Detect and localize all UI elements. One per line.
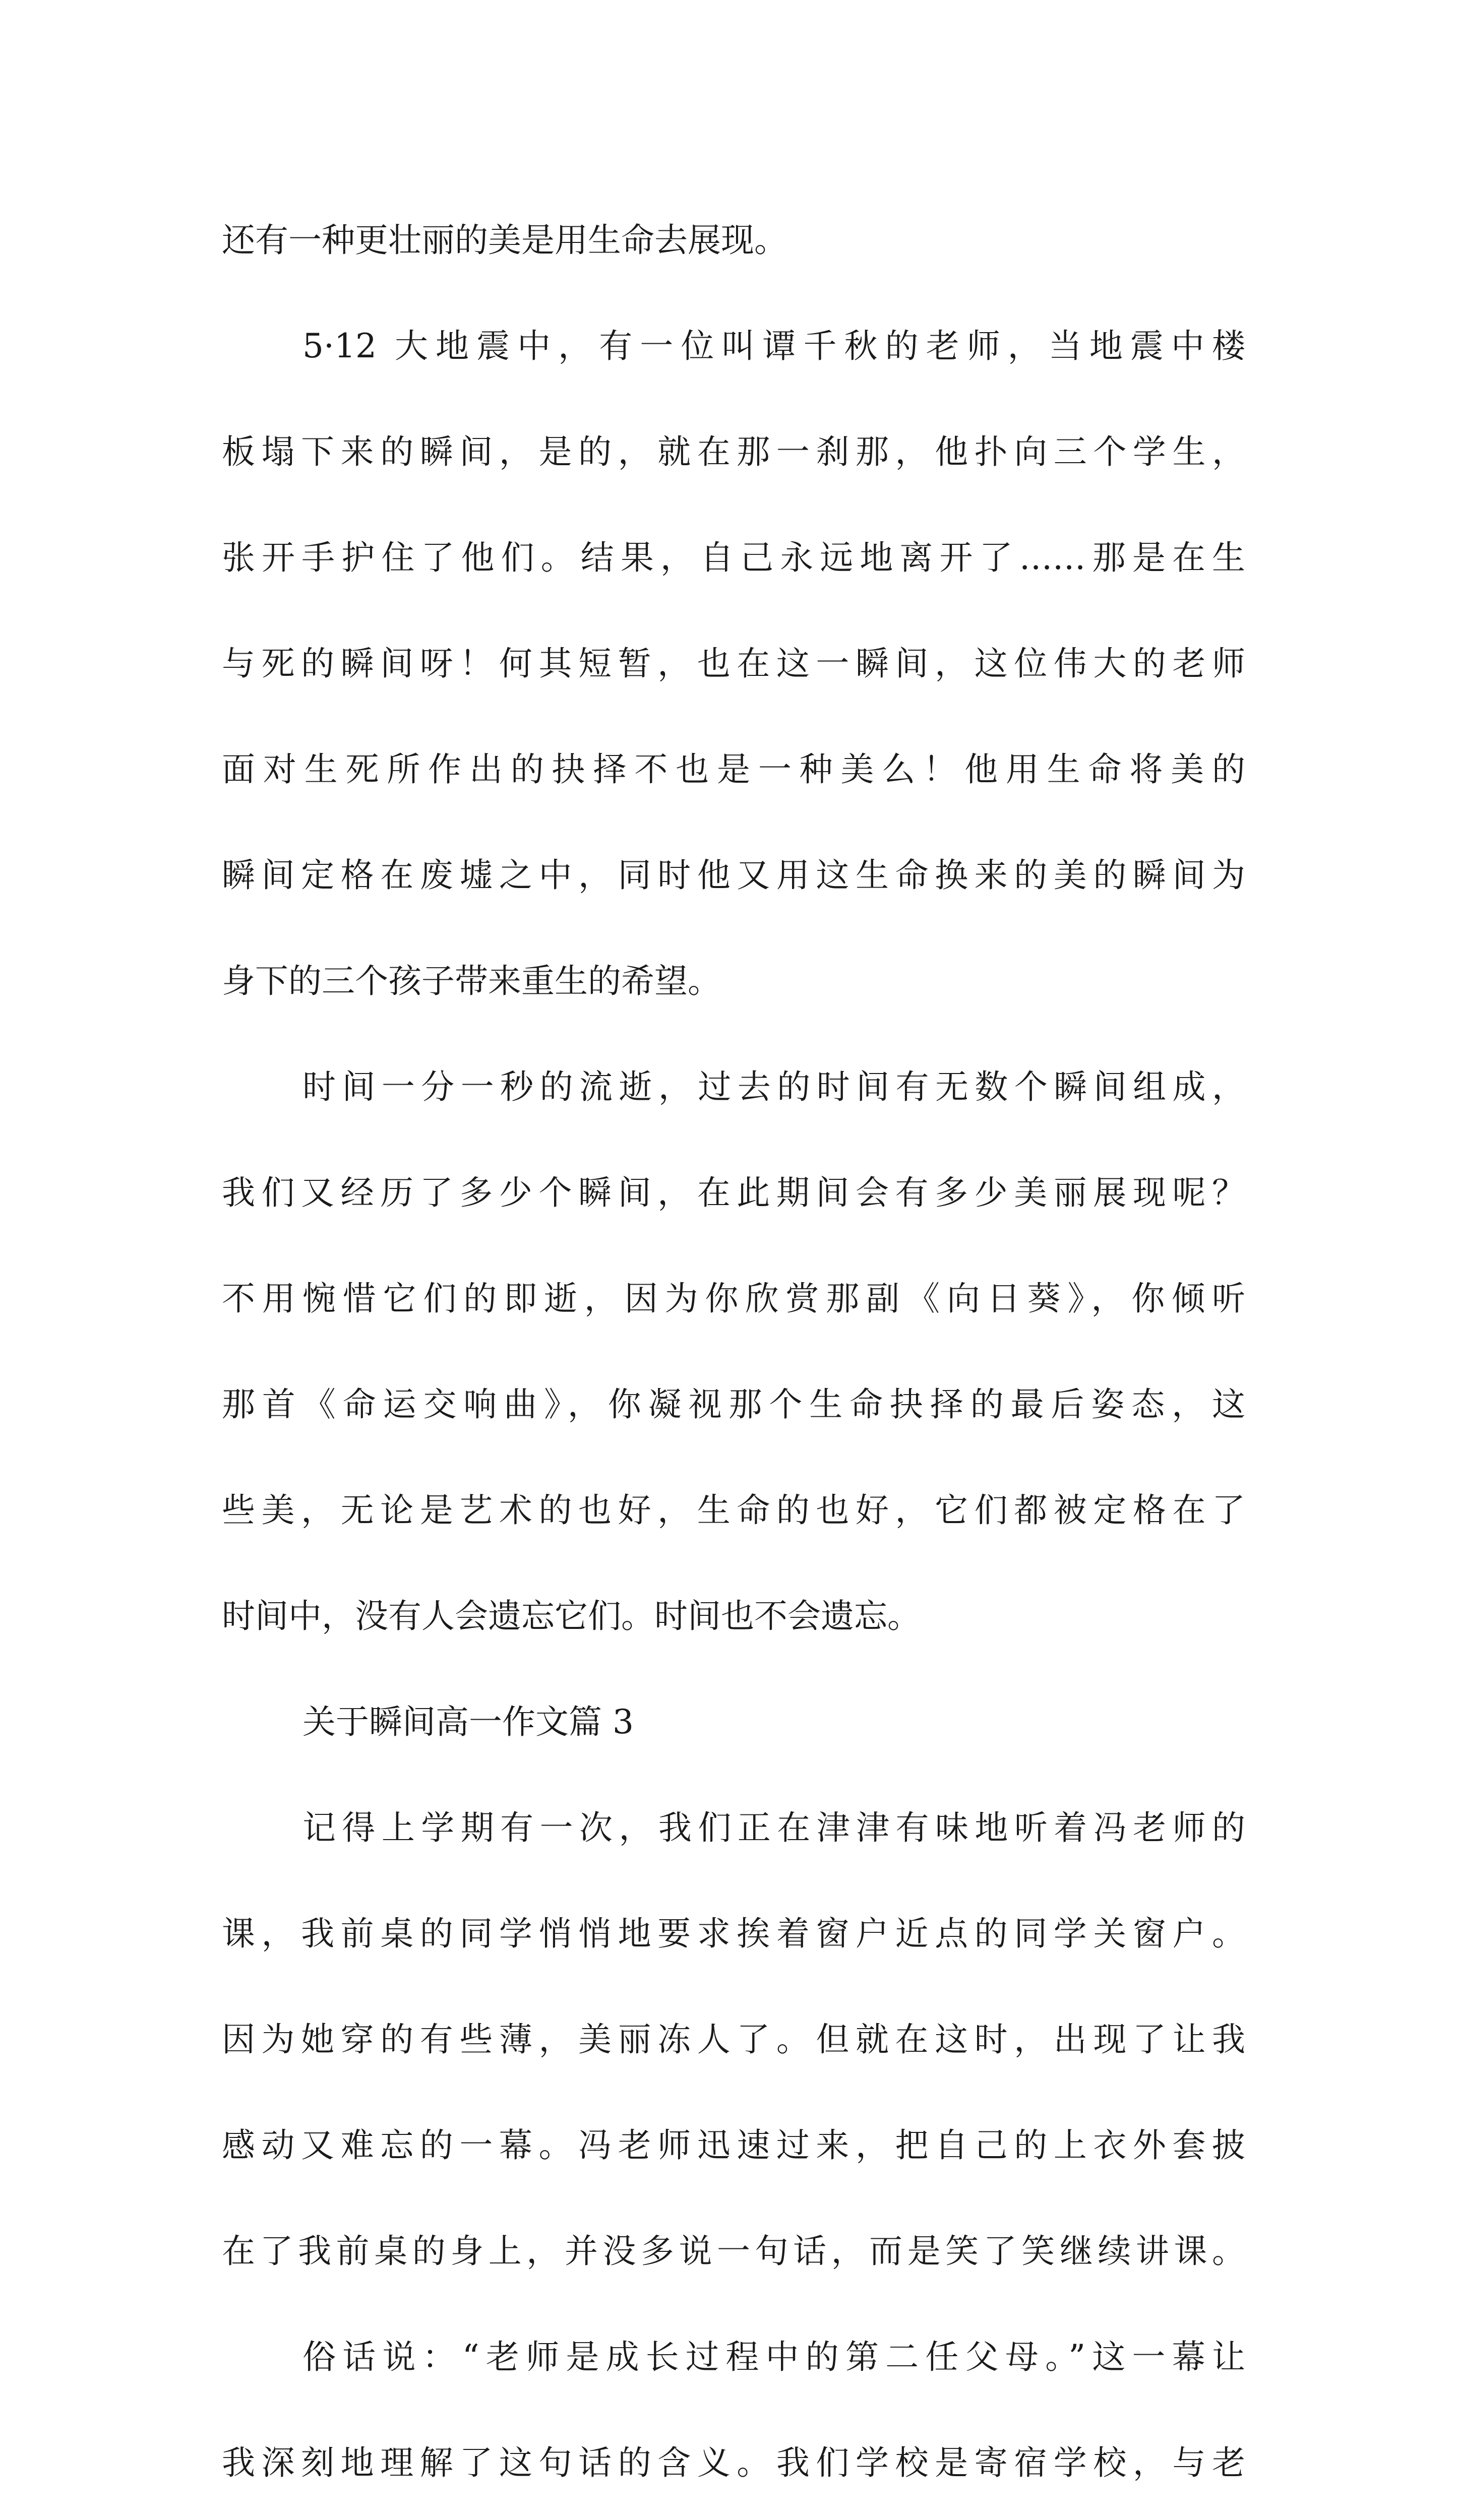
paragraph-line: 我们又经历了多少个瞬间，在此期间会有多少美丽展现呢？ [222, 1173, 1245, 1212]
paragraph-line: 我深刻地理解了这句话的含义。我们学校是寄宿学校，与老 [222, 2443, 1245, 2482]
paragraph-line: 那首《命运交响曲》，你凝视那个生命抉择的最后姿态，这 [222, 1385, 1245, 1424]
paragraph-line: 些美，无论是艺术的也好，生命的也好，它们都被定格在了 [222, 1491, 1245, 1530]
paragraph-line: 面对生死所作出的抉择不也是一种美么！他用生命将美的 [222, 750, 1245, 789]
paragraph-line: 课，我前桌的同学悄悄地要求挨着窗户近点的同学关窗户。 [222, 1914, 1245, 1953]
paragraph-line: 不用惋惜它们的即逝，因为你欣赏那副《向日葵》，你倾听 [222, 1279, 1245, 1318]
paragraph-line: 张开手护住了他们。结果，自己永远地离开了……那是在生 [222, 538, 1245, 577]
essay-body [222, 187, 1245, 2520]
paragraph-line: 时间一分一秒的流逝，过去的时间有无数个瞬间组成， [302, 1067, 1245, 1106]
paragraph-line: 瞬间定格在废墟之中，同时他又用这生命换来的美的瞬间为 [222, 856, 1245, 895]
paragraph-line: 俗话说：“老师是成长过程中的第二任父母。”这一幕让 [302, 2338, 1245, 2376]
paragraph-line: 记得上学期有一次，我们正在津津有味地听着冯老师的 [302, 1808, 1245, 1847]
paragraph-line: 身下的三个孩子带来重生的希望。 [222, 962, 721, 1000]
paragraph-line: 与死的瞬间呀！何其短暂，也在这一瞬间，这位伟大的老师 [222, 644, 1245, 683]
paragraph-line: 因为她穿的有些薄，美丽冻人了。但就在这时，出现了让我 [222, 2020, 1245, 2059]
paragraph-line: 还有一种更壮丽的美是用生命去展现。 [222, 221, 787, 260]
paragraph-line [222, 2516, 1245, 2520]
paragraph-line: 板塌下来的瞬间，是的，就在那一刹那，他扑向三个学生， [222, 432, 1245, 471]
paragraph-line: 感动又难忘的一幕。冯老师迅速过来，把自己的上衣外套披 [222, 2126, 1245, 2165]
section-heading: 关于瞬间高一作文篇 3 [302, 1703, 634, 1741]
paragraph-line: 5·12 大地震中，有一位叫谭千秋的老师，当地震中楼 [302, 327, 1245, 365]
paragraph-line: 在了我前桌的身上，并没多说一句话，而是笑了笑继续讲课。 [222, 2232, 1245, 2271]
paragraph-line: 时间中，没有人会遗忘它们。时间也不会遗忘。 [222, 1597, 921, 1635]
